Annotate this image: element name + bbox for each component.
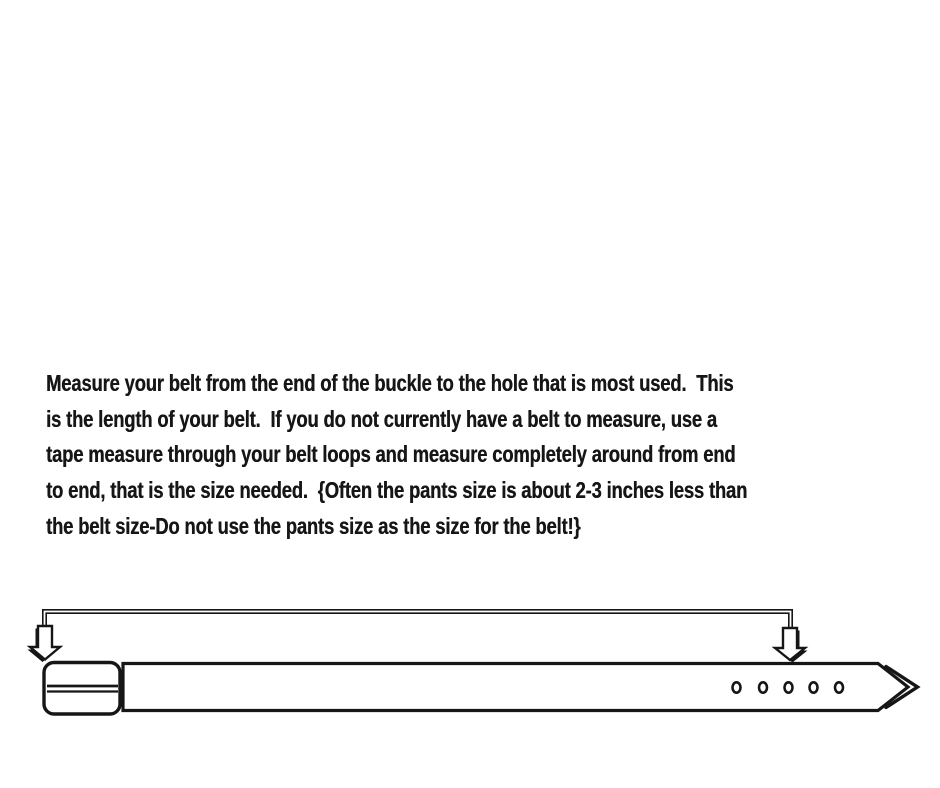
belt-hole (810, 682, 818, 692)
belt-hole (835, 682, 843, 692)
right-down-arrow-icon (775, 628, 808, 663)
dimension-line (45, 612, 791, 631)
left-down-arrow-icon (28, 626, 61, 662)
instructions-line-5: the belt size-Do not use the pants size as the size for the belt!} (46, 512, 581, 539)
instructions-line-3: tape measure through your belt loops and measure completely around from end (46, 441, 736, 468)
dimension-line-inner (45, 612, 791, 631)
belt-hole (733, 682, 741, 692)
belt-hole-most-used (785, 682, 793, 692)
belt-buckle (44, 663, 120, 715)
instructions-line-1: Measure your belt from the end of the buckle to the hole that is most used. This (46, 370, 734, 396)
instructions-line-2: is the length of your belt. If you do not currently have a belt to measure, use a (46, 405, 717, 432)
dimension-line-outer (45, 612, 791, 631)
instructions-line-4: to end, that is the size needed. {Often the pants size is about 2-3 inches less than (46, 477, 748, 504)
belt-hole (759, 682, 767, 692)
belt-graphic (44, 663, 918, 715)
